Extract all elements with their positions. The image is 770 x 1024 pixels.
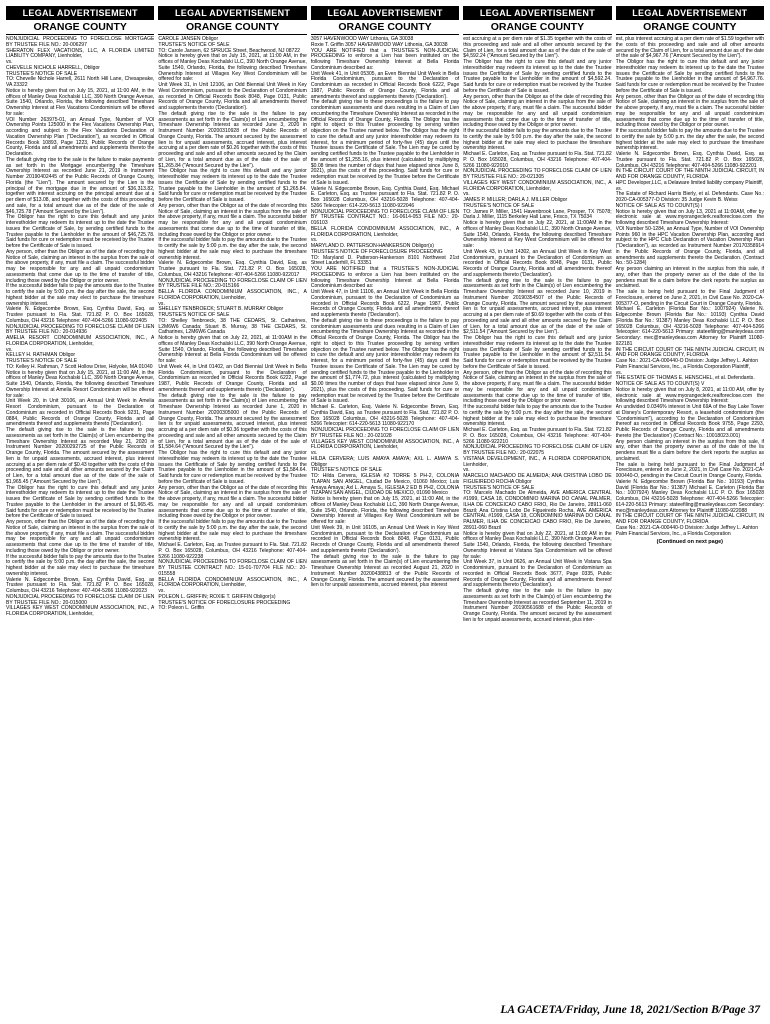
notice-paragraph: vs. — [310, 237, 318, 244]
notice-paragraph: The Obligor has the right to cure this default and any junior interestholder may redeem its interest up to the date the Trustee issues the Certificate of Sale by sending certified funds to the Trustee payable to the Lienholder in the amount of $2,511.54. Said funds for cure or redemption must be received by the Trustee before the Certificate of Sale is issued. — [463, 335, 612, 370]
notice-paragraph: Notice is hereby given that on July 15, 2021, at 11:00 AM, in the offices of Manley Deas Kochalski LLC, 390 North Orange Avenue, Suite 1540, Orlando, Florida, the following described Timeshare Ownership Interest at Villages Key West Condominium will be offered for sale: — [310, 496, 460, 525]
notice-paragraph: Any person, other than the Obligor as of the date of recording this Notice of Sale, claiming an interest in the surplus from the sale of the above property, if any, must file a claim. The successful bidder may be responsible for any and all unpaid condominium assessments that come due up to the time of transfer of title, including those owed by the Obligor or prior owner. — [6, 248, 155, 284]
notice-paragraph: JAMES P. MILLER; DARLA J. MILLER Obligor — [463, 197, 568, 203]
notice-paragraph: TRUSTEE'S NOTICE OF FORECLOSURE PROCEEDING — [310, 248, 443, 255]
columns-container — [6, 6, 764, 998]
column-4 — [463, 6, 611, 998]
notice-paragraph: vs. — [6, 59, 13, 65]
notice-paragraph: Valerie N. Edgecombe Brown, Esq. Cynthia David, Esq. as Trustee pursuant to Fla. Stat. 721.82 P. O. Box 165028, Columbus, OH 43216 Telephone: 407-404-5266 11080-922017 — [158, 260, 307, 278]
notice-paragraph: Michael E. Carleton, Esq. as Trustee pursuant to Fla. Stat. 721.82 P. O. Box 165028, Columbus, OH 43216 Telephone: 407-404-5266 11080-922238 — [158, 542, 307, 560]
notice-paragraph: BELLA FLORIDA CONDOMINIUM ASSOCIATION, INC., A FLORIDA CORPORATION, Lienholder, — [158, 576, 307, 589]
notice-paragraph: Palm Financial Services, Inc., a Florida Corporation Plaintiff, — [615, 363, 750, 370]
notice-paragraph: The default giving rise to these proceedings is the failure to pay condominium assessments and dues resulting in a Claim of Lien encumbering the Timeshare Ownership Interest as recorded in the Official Records of Orange County, Florida. The Obligor has the right to object to this Trustee proceeding by serving written objection on the Trustee named below. The Obligor has the right to cure the default and any junior interestholder may redeem its interest, for a minimum period of forty-five (45) days until the Trustee issues the Certificate of Sale. The Lien may be cured by sending certified funds to the Trustee payable to the Lienholder in the amount of $1,255.16, plus interest (calculated by multiplying $0.08 times the number of days that have elapsed since June 8, 2021), plus the costs of this proceeding. Said funds for cure or redemption must be received by the Trustee before the Certificate of Sale is issued. — [310, 99, 460, 186]
county-heading: ORANGE COUNTY — [463, 20, 611, 35]
notice-paragraph: Case No.: 2021-CA-000440-O Division: Judge Jeffrey L. Ashton — [615, 524, 759, 531]
notice-paragraph: Notice is hereby given that on July 15, 2021, at 11:00 AM, in the offices of Manley Deas Kochalski LLC, 390 North Orange Avenue, Suite 1540, Orlando, Florida, the following described Timeshare Ownership Interest at Amelia Resort Condominium will be offered for sale: — [6, 369, 155, 399]
notice-paragraph: TRUSTEE'S NOTICE OF SALE — [158, 41, 230, 48]
notice-paragraph: NOTICE OF SALE AS TO COUNT(S) I — [615, 202, 703, 209]
notice-paragraph: IN THE CIRCUIT COURT OF THE NINTH JUDICIAL CIRCUIT, IN AND FOR ORANGE COUNTY, FLORIDA — [615, 346, 765, 359]
notice-paragraph: Valerie N. Edgecombe Brown, Esq. Cynthia David, Esq. as Trustee pursuant to Fla. Stat. 721.82 P. O. Box 165028, Columbus, OH 43216 Telephone: 407-404-5266 11080-922201 — [615, 151, 765, 169]
notice-paragraph: TO: Poleon L. Griffin — [158, 605, 205, 612]
county-heading: ORANGE COUNTY — [6, 20, 154, 35]
notice-paragraph: The default giving rise to the sale is the failure to pay assessments as set forth in the Claim(s) of Lien encumbering the Timeshare Ownership Interest as recorded June 1, 2020 in Instrument Number 20200305000 of the Public Records of Orange County, Florida. The amount secured by the assessment lien is for unpaid assessments, accrued interest, plus interest accruing at a per diem rate of $0.36 together with the costs of this proceeding and sale and all other amounts secured by the Claim of Lien, for a total amount due as of the date of the sale of $1,584.64 ("Amount Secured by the Lien"). — [158, 392, 307, 451]
column-header: LEGAL ADVERTISEMENT — [311, 6, 459, 20]
notice-paragraph: vs. — [310, 450, 318, 456]
notice-paragraph: The Obligor has the right to cure this default and any junior interestholder may redeem its interest up to the date the Trustee issues the Certificate of Sale, by sending certified funds to the Trustee payable to the Lienholder in the amount of $46,725.78. Said funds for cure or redemption must be received by the Trustee before the Certificate of Sale is issued. — [6, 214, 155, 249]
notice-paragraph: Unit Week 39, in Unit 16105, an Annual Unit Week in Key West Condominium, pursuant to the Declaration of Condominium as recorded in Official Records Book 8048, Page 0131, Public Records of Orange County, Florida and all amendments thereof and supplements thereto ('Declaration'). — [310, 524, 460, 554]
notice-paragraph: The Obligor has the right to cure this default and any junior interestholder may redeem its interest up to the date the Trustee issues the Certificate of Sale by sending certified funds to the Trustee payable to the Lienholder in the amount of $1,265.84. Said funds for cure or redemption must be received by the Trustee before the Certificate of Sale is issued. — [158, 168, 307, 203]
notice-paragraph: TRUSTEE'S NOTICE OF SALE — [310, 467, 382, 474]
notice-paragraph: NONJUDICIAL PROCEEDING TO FORECLOSE CLAIM OF LIEN BY TRUSTEE CONTRACT NO.: 16-0614-053 FILE NO.: 20-016103 — [310, 208, 460, 226]
notice-paragraph: vs. — [158, 300, 165, 307]
notice-paragraph: Unit Week 41, in Unit 05305, an Even Biennial Unit Week in Bella Florida Condominium, pursuant to the Declaration of Condominium as recorded in Official Records Book 6222, Page 1987, Public Records of Orange County, Florida and all amendments thereof and supplements thereto ('Declaration'). — [310, 70, 460, 100]
notice-paragraph: VILLAGES KEY WEST CONDOMINIUM ASSOCIATION, INC., A FLORIDA CORPORATION, Lienholder, — [6, 605, 155, 617]
notice-paragraph: VILLAGES KEY WEST CONDOMINIUM ASSOCIATION, INC., A FLORIDA CORPORATION, Lienholder, — [463, 179, 612, 192]
notice-paragraph: The sale is being held pursuant to the Final Judgment of Foreclosure, entered on June 2, 2021, in Civil Case No. 2021-CA-000440-O, pending in the Circuit Court in Orange County, Florida. — [615, 461, 765, 479]
notice-paragraph: Michael E. Carleton, Esq. as Trustee pursuant to Fla. Stat. 721.82 P. O. Box 165028, Columbus, OH 43216 Telephone: 407-404-5266 11080-922010 — [463, 151, 612, 169]
column-3 — [311, 6, 459, 998]
notice-paragraph: IN THE CIRCUIT COURT OF THE NINTH JUDICIAL CIRCUIT, IN AND FOR ORANGE COUNTY, FLORIDA — [615, 168, 765, 180]
notice-paragraph: The default giving rise to the sale is the failure to pay assessments as set forth in the Claim(s) of Lien encumbering the Timeshare Ownership Interest as recorded June 3, 2020 in Instrument Number 20200310928 of the Public Records of Orange County, Florida. The amount secured by the assessment lien is for unpaid assessments, accrued interest, plus interest accruing at a per diem rate of $0.26 together with the costs of this proceeding and sale and all other amounts secured by the Claim of Lien, for a total amount due as of the date of the sale of $1,265.84 ("Amount Secured by the Lien"). — [158, 110, 307, 169]
notice-paragraph: CAROLE JANSEN Obligor — [158, 36, 219, 42]
notice-paragraph: Notice is hereby given that on July 22, 2021, at 11:00AM in the offices of Manley Deas Kochalski LLC, 390 North Orange Avenue, Suite 1540, Orlando, Florida, the following described Timeshare Ownership Interest at Key West Condominium will be offered for sale: — [463, 220, 612, 249]
notice-paragraph: NONJUDICIAL PROCEEDING TO FORECLOSE CLAIM OF LIEN BY TRUSTEE FILE NO.: 20-021305 — [463, 168, 612, 180]
notice-paragraph: If the successful bidder fails to pay the amounts due to the Trustee to certify the sale by 5:00 p.m. the day after the sale, the second highest bidder at the sale may elect to purchase the timeshare ownership interest. — [463, 128, 612, 152]
notice-paragraph: The default giving rise to the sale is the failure to pay assessments as set forth in the Claim(s) of Lien encumbering the Timeshare Ownership Interest as recorded May 21, 2020 in Instrument Number 20200292725 of the Public Records of Orange County, Florida. The amount secured by the assessment lien is for unpaid assessments, accrued interest, plus interest accruing at a per diem rate of $0.43 together with the costs of this proceeding and sale and all other amounts secured by the Claim of Lien, for a total amount due as of the date of the sale of $1,965.45 ("Amount Secured by the Lien"). — [6, 427, 155, 485]
notice-paragraph: Unit Week 44, in Unit 01402, an Odd Biennial Unit Week in Bella Florida Condominium, pursuant to the Declaration of Condominium as recorded in Official Records Book 6222, Page 1987, Public Records of Orange County, Florida and all amendments thereof and supplements thereto ('Declaration'). — [158, 363, 307, 393]
notice-paragraph: TO: Marcelo Machado De Almeida, AVE AMERICA CENTRAL #1999, CASA 18, CONDOMINIO MARINA DO CANAL PALMER, ILHA DE CONCEICAO CABO FRIO, Rio De Janeiro, 28911-060 Brazil; Ana Cristina Lobo De Figueiredo Rocha, AVE AMERICA CENTRAL #1999, CASA 18, CONDOMINIO MARINA DO CANAL PALMER, ILHA DE CONCEICAO CABO FRIO, Rio De Janeiro, 28911-060 Brazil — [463, 490, 612, 531]
notice-paragraph: The Obligor has the right to cure this default and any junior interestholder may redeem its interest up to the date the Trustee issues the Certificate of Sale by sending certified funds to the Trustee payable to the Lienholder in the amount of $1,584.64. Said funds for cure or redemption must be received by the Trustee before the Certificate of Sale is issued. — [158, 450, 307, 485]
notice-paragraph: Valerie N. Edgecombe Brown (Florida Bar No.: 10193) Cynthia David (Florida Bar No.: 91387) Michael E. Carleton (Florida Bar No.: 1007924) Manley Deas Kochalski LLC P. O. Box 165028 Columbus, OH 43216-5028 Telephone: 407-404-5266 Telecopier: 614-220-5613 Primary: stateefiling@manleydeas.com Secondary: mec@manleydeas.com Attorney for Plaintiff 11080-922088 — [615, 478, 765, 514]
notice-paragraph: KELLEY H. RATHMAN Obligor — [6, 352, 76, 359]
column-2 — [158, 6, 306, 998]
notice-paragraph: NONJUDICIAL PROCEEDING TO FORECLOSE CLAIM OF LIEN BY TRUSTEE FILE NO.: 20-015166 — [158, 277, 307, 290]
notice-paragraph: Valerie N. Edgecombe Brown, Esq. Cynthia David, Esq. as Trustee pursuant to Fla. Stat. 721.82 P. O. Box 165028, Columbus, OH 43216 Telephone: 407-404-5266 11080-922405 — [6, 306, 155, 324]
notice-paragraph: Notice is hereby given that on July 15, 2021, at 11:00 AM, in the offices of Manley Deas Kochalski LLC, 390 North Orange Avenue, Suite 1540, Orlando, Florida, the following described Timeshare Ownership Interest at Flex Vacations Condominium will be offered for sale: — [6, 87, 155, 117]
notice-paragraph: SHERATON FLEX VACATIONS, LLC, A FLORIDA LIMITED LIABILITY COMPANY, Lienholder, — [6, 47, 155, 60]
column-header: LEGAL ADVERTISEMENT — [616, 6, 764, 20]
notice-paragraph: TO: Carole Jansen, 62 SPRUCE Street, Beachwood, NJ 08722 — [158, 47, 300, 54]
column-body — [158, 37, 306, 612]
notice-paragraph: The sale is being held pursuant to the Final Judgment of Foreclosure, entered on June 2, 2021, in Civil Case No. 2020-CA-005377-O, pending in the Circuit Court in Orange County, Florida. — [615, 289, 765, 307]
notice-paragraph: BELLA FLORIDA CONDOMINIUM ASSOCIATION, INC., A FLORIDA CORPORATION, Lienholder, — [310, 225, 460, 238]
notice-paragraph: Notice is hereby given that on July 22, 2021, at 11:00AM in the offices of Manley Deas Kochalski LLC, 390 North Orange Avenue, Suite 1540, Orlando, Florida, the following described Timeshare Ownership Interest at Bella Florida Condominium will be offered for sale: — [158, 335, 307, 364]
notice-paragraph: vs. — [6, 346, 13, 353]
notice-paragraph: VILLAGES KEY WEST CONDOMINIUM ASSOCIATION, INC., A FLORIDA CORPORATION, Lienholder, — [310, 438, 460, 451]
notice-paragraph: An undivided 0.0346% interest in Unit 69A of the Bay Lake Tower at Disney's Contemporary Resort, a leasehold condominium (the "Condominium"), according to the Declaration of Condominium thereof as recorded in Official Records Book 9755, Page 2293, Public Records of Orange County, Florida and all amendments thereto (the 'Declaration') (Contract No.: 10018023.001) — [615, 404, 765, 439]
notice-paragraph: TO: Hilda Cervera, IGLESIA #2 TORRE 5 PH-2, COLONIA TLAPAN SAN ANGEL, Ciudad De Mexico, 01060 Mexico; Luis Amaya Amaya; Axl L. Amaya S., IGLESIA 2 ED B PH2, COLONIA TIZAPAN SAN ANGEL, CIUDAD DE MEXICO, 01090 Mexico — [310, 473, 460, 497]
notice-paragraph: TRUSTEE'S NOTICE OF SALE — [463, 202, 535, 209]
column-header: LEGAL ADVERTISEMENT — [158, 6, 306, 20]
county-heading: ORANGE COUNTY — [158, 20, 306, 35]
notice-paragraph: vs. — [463, 467, 470, 474]
notice-paragraph: TO: Shelley Tenbroeck, 38 THE CEDARS, St. Catharines, L2M6W6 Canada; Stuart B. Murray, 38 THE CEDARS, St. Catharines, L2M6W6 Canada — [158, 317, 307, 336]
notice-paragraph: YOU ARE NOTIFIED that a TRUSTEE'S NON-JUDICIAL PROCEEDING to enforce a Lien has been instituted on the following Timeshare Ownership Interest at Bella Florida Condominium described as: — [310, 266, 460, 290]
notice-paragraph: NONJUDICIAL PROCEEDING TO FORECLOSE CLAIM OF LIEN BY TRUSTEE FILE NO.: 20-014936 — [6, 323, 155, 336]
notice-paragraph: HILDA CERVERA; LUIS AMAYA AMAYA; AXL L. AMAYA S. Obligor — [310, 455, 460, 468]
notice-paragraph: NONJUDICIAL PROCEEDING TO FORECLOSE MORTGAGE BY TRUSTEE FILE NO.: 20-006297 — [6, 36, 155, 48]
notice-paragraph: Any person, other than the Obligor as of the date of recording this Notice of Sale, claiming an interest in the surplus from the sale of the above property, if any, must file a claim. The successful bidder may be responsible for any and all unpaid condominium assessments that come due up to the time of transfer of title, including those owed by the Obligor or prior owner. — [6, 519, 155, 554]
notice-paragraph: NOTICE OF SALE AS TO COUNT(S) V — [615, 381, 705, 387]
notice-paragraph: Unit Week 31, in Unit 12106, an Odd Biennial Unit Week in Key West Condominium, pursuant to the Declaration of Condominium as recorded in Official Records Book 8048, Page 0131, Public Records of Orange County, Florida and all amendments thereof and supplements thereto ('Declaration'). — [158, 82, 307, 111]
notice-paragraph: Palm Financial Services, Inc., a Florida Corporation — [615, 530, 731, 537]
notice-paragraph: Any person, other than the Obligor as of the date of recording this Notice of Sale, claiming an interest in the surplus from the sale of the above property, if any, must file a claim. The successful bidder may be responsible for any and all unpaid condominium assessments that come due up to the time of transfer of title, including those owed by the Obligor or prior owner. — [615, 93, 765, 129]
notice-paragraph: vs. — [615, 369, 623, 376]
notice-paragraph: If the successful bidder fails to pay the amounts due to the Trustee to certify the sale by 5:00 p.m. the day after the sale, the second highest bidder at the sale may elect to purchase the timeshare ownership interest. — [463, 404, 612, 428]
notice-paragraph: VISTANA DEVELOPMENT, INC., A FLORIDA CORPORATION, Lienholder, — [463, 455, 612, 468]
notice-paragraph: Michael E. Carleton, Esq. Valerie N. Edgecombe Brown, Esq. Cynthia David, Esq. as Trustee pursuant to Fla. Stat. 721.82 P. O. Box 165028 Columbus, OH 43216-5028 Telephone: 407-404-5266 Telecopier: 614-220-5613 11080-922170 — [310, 404, 460, 428]
notice-paragraph: TRUSTEE'S NOTICE OF SALE — [463, 484, 535, 491]
notice-paragraph: MARYLAND D. PATTERSON-HANKERSON Obligor(s) — [310, 243, 434, 249]
notice-paragraph: vs. — [615, 185, 623, 192]
column-header: LEGAL ADVERTISEMENT — [463, 6, 611, 20]
column-5 — [616, 6, 764, 998]
notice-paragraph: Notice is hereby given that on July 22, 2021, at 11:00 AM in the offices of Manley Deas Kochalski LLC, 390 North Orange Avenue, Suite 1540, Orlando, Florida, the following described Timeshare Ownership Interest at Vistana Spa Condominium will be offered for sale: — [463, 530, 612, 560]
notice-paragraph: 3057 HAVENWOOD WAY Lithonia, GA 30038 — [310, 36, 414, 42]
notice-paragraph: Any person claiming an interest in the surplus from this sale, if any, other than the property owner as of the date of the lis pendens must file a claim before the clerk reports the surplus as unclaimed. — [615, 266, 765, 290]
page-footer: LA GACETA/Friday, June 18, 2021/Section B/Page 37 — [500, 1004, 760, 1016]
notice-paragraph: The default giving rise to the sale is the failure to pay assessments as set forth in the Claim(s) of Lien encumbering the Timeshare Ownership Interest as recorded June 10, 2019 in Instrument Number 20190354507 of the Public Records of Orange County, Florida. The amount secured by the assessment lien is for unpaid assessments, accrued interest, plus interest accruing at a per diem rate of $0.69 together with the costs of this proceeding and sale and all other amounts secured by the Claim of Lien, for a total amount due as of the date of the sale of $2,511.54 ("Amount Secured by the Lien"). — [463, 277, 612, 336]
notice-paragraph: NONJUDICIAL PROCEEDING TO FORECLOSE CLAIM OF LIEN BY TRUSTEE FILE NO.: 20-021028 — [310, 427, 460, 439]
notice-paragraph: Any person, other than the Obligor as of the date of recording this Notice of Sale, claiming an interest in the surplus from the sale of the above property, if any, must file a claim. The successful bidder may be responsible for any and all unpaid condominium assessments that come due up to the time of transfer of title, including those owed by the Obligor or prior owner. — [158, 202, 307, 238]
notice-paragraph: Unit Week 20, in Unit 30106, an Annual Unit Week in Amelia Resort Condominium, pursuant to the Declaration of Condominium as recorded in Official Records Book 9231, Page 0884, Public Records of Orange County, Florida and all amendments thereof and supplements thereto ('Declaration'). — [6, 398, 155, 428]
notice-paragraph: Notice is hereby given that on July 15, 2021, at 11:00 AM, in the offices of Manley Deas Kochalski LLC, 390 North Orange Avenue, Suite 1540, Orlando, Florida, the following described Timeshare Ownership Interest at Villages Key West Condominium will be offered for sale: — [158, 53, 307, 83]
notice-paragraph: TRUSTEE'S NOTICE OF SALE — [158, 312, 230, 318]
notice-paragraph: Michael E. Carleton, Esq. as Trustee pursuant to Fla. Stat. 721.82 P. O. Box 165028, Columbus, OH 43216 Telephone: 407-404-5266 11080-922210 — [463, 427, 612, 445]
column-body — [311, 37, 459, 589]
notice-paragraph: TO: James P. Miller, 1541 Havenbrook Lane, Prosper, TX 75078; Darla J. Miller, 1115 Berkeley Hall Lane, Frisco, TX 75034 — [463, 208, 612, 221]
notice-paragraph: SHELLEY TENBROECK; STUART B. MURRAY Obligor — [158, 306, 284, 313]
notice-paragraph: TRUSTEE'S NOTICE OF SALE — [6, 70, 78, 77]
notice-paragraph: NONJUDICIAL PROCEEDING TO FORECLOSE CLAIM OF LIEN BY TRUSTEE CONTRACT NO.: 15-01-707704 FILE NO.: 20-015558 — [158, 559, 307, 577]
county-heading: ORANGE COUNTY — [311, 20, 459, 35]
notice-paragraph: The Obligor has the right to cure this default and any junior interestholder may redeem its interest up to the date the Trustee issues the Certificate of Sale by sending certified funds to the Trustee payable to the Lienholder in the amount of $4,967.76. Said funds for cure or redemption must be received by the Trustee before the Certificate of Sale is issued. — [615, 59, 765, 94]
notice-paragraph: The default giving rise to these proceedings is the failure to pay condominium assessments and dues resulting in a Claim of Lien encumbering the Timeshare Ownership Interest as recorded in the Official Records of Orange County, Florida. The Obligor has the right to object to this Trustee proceeding by serving written objection on the Trustee named below. The Obligor has the right to cure the default and any junior interestholder may redeem its interest, for a minimum period of forty-five (45) days until the Trustee issues the Certificate of Sale. The Lien may be cured by sending certified funds to the Trustee payable to the Lienholder in the amount of $1,774.72, plus interest (calculated by multiplying $0.00 times the number of days that have elapsed since June 9, 2021), plus the costs of this proceeding. Said funds for cure or redemption must be received by the Trustee before the Certificate of Sale is issued. — [310, 317, 460, 405]
notice-paragraph: Unit Week 43, in Unit 14302, an Annual Unit Week in Key West Condominium, pursuant to the Declaration of Condominium as recorded in Official Records Book 8048, Page 0131, Public Records of Orange County, Florida and all amendments thereof and supplements thereto ('Declaration'). — [463, 248, 612, 278]
notice-paragraph: If the successful bidder fails to pay the amounts due to the Trustee to certify the sale by 5:00 p.m. the day after the sale, the second highest bidder at the sale may elect to purchase the timeshare ownership interest. — [158, 519, 307, 543]
notice-paragraph: The default giving rise to the sale is the failure to make payments as set forth in the Mortgage encumbering the Timeshare Ownership Interest as recorded June 21, 2019 in Instrument Number 20190402445 of the Public Records of Orange County, Florida (the "Lien"). The amount secured by the Lien is the principal of the mortgage due in the amount of $36,313.82, together with interest accruing on the principal amount due at a per diem of $13.08, and together with the costs of this proceeding and sale, for a total amount due as of the date of the sale of $46,725.78 ("Amount Secured by the Lien"). — [6, 156, 155, 215]
continued-notice: (Continued on next page) — [656, 539, 723, 546]
notice-paragraph: Unit Week 37, in Unit 0626, an Annual Unit Week in Vistana Spa Condominium, pursuant to the Declaration of Condominium as recorded in Official Records Book 3677, Page 0335, Public Records of Orange County, Florida and all amendments thereof and supplements thereto ('Declaration'). — [463, 559, 612, 589]
notice-paragraph: IN THE CIRCUIT COURT OF THE NINTH JUDICIAL CIRCUIT, IN AND FOR ORANGE COUNTY, FLORIDA — [615, 513, 765, 525]
notice-paragraph: POLEON L. GRIFFIN; ROXIE T. GRIFFIN Obligor(s) — [158, 593, 276, 600]
notice-paragraph: NONJUDICIAL PROCEEDING TO FORECLOSE CLAIM OF LIEN BY TRUSTEE FILE NO.: 20-015000 — [6, 593, 155, 606]
county-heading: ORANGE COUNTY — [616, 20, 764, 35]
notice-paragraph: MARCELO MACHADO DE ALMEIDA; ANA CRISTINA LOBO DE FIGUEIREDO ROCHA Obligor — [463, 473, 612, 485]
notice-paragraph: Any person, other than the Obligor as of the date of recording this Notice of Sale, claiming an interest in the surplus from the sale of the above property, if any, must file a claim. The successful bidder may be responsible for any and all unpaid condominium assessments that come due up to the time of transfer of title, including those owed by the Obligor or prior owner. — [158, 484, 307, 520]
notice-paragraph: TO: Chevelle Nichole Harrell, 2611 North Hill Lane, Chesapeake, VA 23322 — [6, 76, 155, 88]
notice-paragraph: est, plus interest accruing at a per diem rate of $1.59 together with the costs of this proceeding and sale and all other amounts secured by the Claim of Lien, for a total amount due as of the date of the sale of $4,967.76 ("Amount Secured by the Lien"). — [615, 36, 765, 60]
notice-paragraph: Any person, other than the Obligor as of the date of recording this Notice of Sale, claiming an interest in the surplus from the sale of the above property, if any, must file a claim. The successful bidder may be responsible for any and all unpaid condominium assessments that come due up to the time of transfer of title, including those owed by the Obligor or prior owner. — [463, 93, 612, 129]
notice-paragraph: vs. — [158, 588, 165, 594]
column-body — [463, 37, 611, 624]
notice-paragraph: VOI Number 263975-01, an Annual Type, Number of VOI Ownership Points 125000 in the Flex Vacations Ownership Plan, according and subject to the Flex Vacations Declaration of Vacation Ownership Plan ("Declaration"), as recorded in Official Records Book 10893, Page 1223, Public Records of Orange County, Florida and all amendments and supplements thereto the Declaration. — [6, 116, 155, 157]
notice-paragraph: YOU ARE NOTIFIED that a TRUSTEE'S NON-JUDICIAL PROCEEDING to enforce a Lien has been instituted on the following Timeshare Ownership Interest at Bella Florida Condominium described as: — [310, 47, 460, 71]
notice-paragraph: CHEVELLE NICHOLE HARRELL, Obligor — [6, 64, 100, 71]
notice-paragraph: TRUSTEE'S NOTICE OF SALE — [6, 358, 78, 364]
notice-paragraph: Roxie T. Griffin 3057 HAVENWOOD WAY Lithonia, GA 30038 — [310, 41, 448, 48]
notice-paragraph: The default giving rise to the sale is the failure to pay assessments as set forth in the Claim(s) of Lien encumbering the Timeshare Ownership Interest as recorded September 11, 2019 in Instrument Number 20190561688 of the Public Records of Orange County, Florida. The amount secured by the assessment lien is for unpaid assessments, accrued interest, plus inter- — [463, 588, 612, 623]
notice-paragraph: The Estate of Richard Harris Bierly, et al. Defendants. Case No.: 2020-CA-005377-O Division: 35 Judge Kevin B. Weiss — [615, 191, 765, 203]
notice-paragraph: If the successful bidder fails to pay the amounts due to the Trustee to certify the sale by 5:00 p.m. the day after the sale, the second highest bidder at the sale may elect to purchase the timeshare ownership interest. — [158, 237, 307, 261]
column-body — [6, 37, 154, 618]
notice-paragraph: TO: Maryland D. Patterson-Hankerson 8101 Northwest 21st Street Lauderhill, FL 33351 — [310, 254, 460, 267]
notice-paragraph: TRUSTEE'S NOTICE OF FORECLOSURE PROCEEDING — [158, 599, 291, 606]
notice-paragraph: BELLA FLORIDA CONDOMINIUM ASSOCIATION, INC., A FLORIDA CORPORATION, Lienholder, — [158, 289, 307, 301]
column-1 — [6, 6, 154, 998]
notice-paragraph: The Obligor has the right to cure this default and any junior interestholder may redeem its interest up to the date the Trustee issues the Certificate of Sale by sending certified funds to the Trustee payable to the Lienholder in the amount of $4,592.24. Said funds for cure or redemption must be received by the Trustee before the Certificate of Sale is issued. — [463, 59, 612, 94]
notice-paragraph: Any person, other than the Obligor as of the date of recording this Notice of Sale, claiming an interest in the surplus from the sale of the above property, if any, must file a claim. The successful bidder may be responsible for any and all unpaid condominium assessments that come due up to the time of transfer of title, including those owed by the Obligor or prior owner. — [463, 369, 612, 405]
notice-paragraph: AMELIA RESORT CONDOMINIUM ASSOCIATION, INC., A FLORIDA CORPORATION, Lienholder, — [6, 335, 155, 347]
notice-paragraph: If the successful bidder fails to pay the amounts due to the Trustee to certify the sale by 5:00 p.m. the day after the sale, the second highest bidder at the sale may elect to purchase the timeshare ownership interest. — [615, 128, 765, 152]
notice-paragraph: The Obligor has the right to cure this default and any junior interestholder may redeem its interest up to the date the Trustee issues the Certificate of Sale by sending certified funds to the Trustee payable to the Lienholder in the amount of $1,965.45. Said funds for cure or redemption must be received by the Trustee before the Certificate of Sale is issued. — [6, 484, 155, 520]
notice-paragraph: TO: Kelley H. Rathman, 7 Scott Hollow Drive, Holyoke, MA 01040 — [6, 363, 153, 370]
notice-paragraph: Michael E. Carleton (Florida Bar No.: 1007924) Valerie N. Edgecombe Brown (Florida Bar No.: 10193) Cynthia David (Florida Bar No.: 91387) Manley Deas Kochalski LLC P. O. Box 165028 Columbus, OH 43216-5028 Telephone: 407-404-5266 Telecopier: 614-220-5613 Primary: stateefiling@manleydeas.com Secondary: mec@manleydeas.com Attorney for Plaintiff 11080-922181 — [615, 306, 765, 347]
notice-paragraph: The default giving rise to the sale is the failure to pay assessments as set forth in the Claim(s) of Lien encumbering the Timeshare Ownership Interest as recorded August 21, 2020 in Instrument Number 20200438813 of the Public Records of Orange County, Florida. The amount secured by the assessment lien is for unpaid assessments, accrued interest, plus interest — [310, 553, 460, 589]
column-header: LEGAL ADVERTISEMENT — [6, 6, 154, 20]
notice-paragraph: THE ESTATE OF THOMAS E. HENSCHEL, et al. Defendants. — [615, 375, 755, 382]
notice-paragraph: VOI Number 50-1284, an Annual Type, Number of VOI Ownership Points 960 in the HPC Vacation Ownership Plan, according and subject to the HPC Club Declaration of Vacation Ownership Plan ("Declaration"), as recorded as Instrument Number 20170358914 in the Public Records of Orange County, Florida, and all amendments and supplements thereto the Declaration. (Contract No.: 50-1284) — [615, 225, 765, 267]
notice-paragraph: If the successful bidder fails to pay the amounts due to the Trustee to certify the sale by 5:00 p.m. the day after the sale, the second highest bidder at the sale may elect to purchase the timeshare ownership interest. — [6, 283, 155, 307]
notice-paragraph: If the successful bidder fails to pay the amounts due to the Trustee to certify the sale by 5:00 p.m. the day after the sale, the second highest bidder at the sale may elect to purchase the timeshare ownership interest. — [6, 553, 155, 577]
notice-paragraph: Unit Week 47, in Unit 11106, an Annual Unit Week in Bella Florida Condominium, pursuant to the Declaration of Condominium as recorded in Official Records Book 6222, Page 1987, Public Records of Orange County, Florida and all amendments thereof and supplements thereto ('Declaration'). — [310, 289, 460, 318]
notice-paragraph: Notice is hereby given that on July 13, 2021 at 11:00AM, offer by electronic sale at www.myorangeclerk.realforeclose.com the following described Timeshare Ownership Interest: — [615, 208, 765, 226]
column-body — [616, 37, 764, 537]
notice-paragraph: Any person claiming an interest in the surplus from this sale, if any, other than the property owner as of the date of the lis pendens must file a claim before the clerk reports the surplus as unclaimed. — [615, 438, 765, 462]
notice-paragraph: Case No.: 2021-CA-000440-O Division: Judge Jeffrey L. Ashton — [615, 358, 759, 364]
notice-paragraph: HPC Developer,LLC, a Delaware limited liability company Plaintiff, — [615, 179, 764, 186]
notice-paragraph: est accruing at a per diem rate of $1.35 together with the costs of this proceeding and sale and all other amounts secured by the Claim of Lien, for a total amount due as of the date of the sale of $4,592.24 ("Amount Secured by the Lien"). — [463, 36, 612, 60]
notice-paragraph: NONJUDICIAL PROCEEDING TO FORECLOSE CLAIM OF LIEN BY TRUSTEE FILE NO.: 20-022075 — [463, 444, 612, 456]
newspaper-page — [6, 6, 764, 1016]
notice-paragraph: Valerie N. Edgecombe Brown, Esq. Cynthia David, Esq. Michael E. Carleton, Esq. as Trustee pursuant to Fla. Stat. 721.82 P. O. Box 165028 Columbus, OH 43216-5028 Telephone: 407-404-5266 Telecopier: 614-220-5613 11080-922046 — [310, 185, 460, 209]
notice-paragraph: Notice is hereby given that on July 8, 2021, at 11:00 AM, offer by electronic sale at www.myorangeclerk.realforeclose.com the following described Timeshare Ownership Interest: — [615, 386, 765, 405]
notice-paragraph: Valerie N. Edgecombe Brown, Esq. Cynthia David, Esq. as Trustee pursuant to Fla. Stat. 721.82 P. O. Box 165028, Columbus, OH 43216 Telephone: 407-404-5266 11080-922023 — [6, 576, 155, 594]
notice-paragraph: vs. — [463, 191, 470, 198]
